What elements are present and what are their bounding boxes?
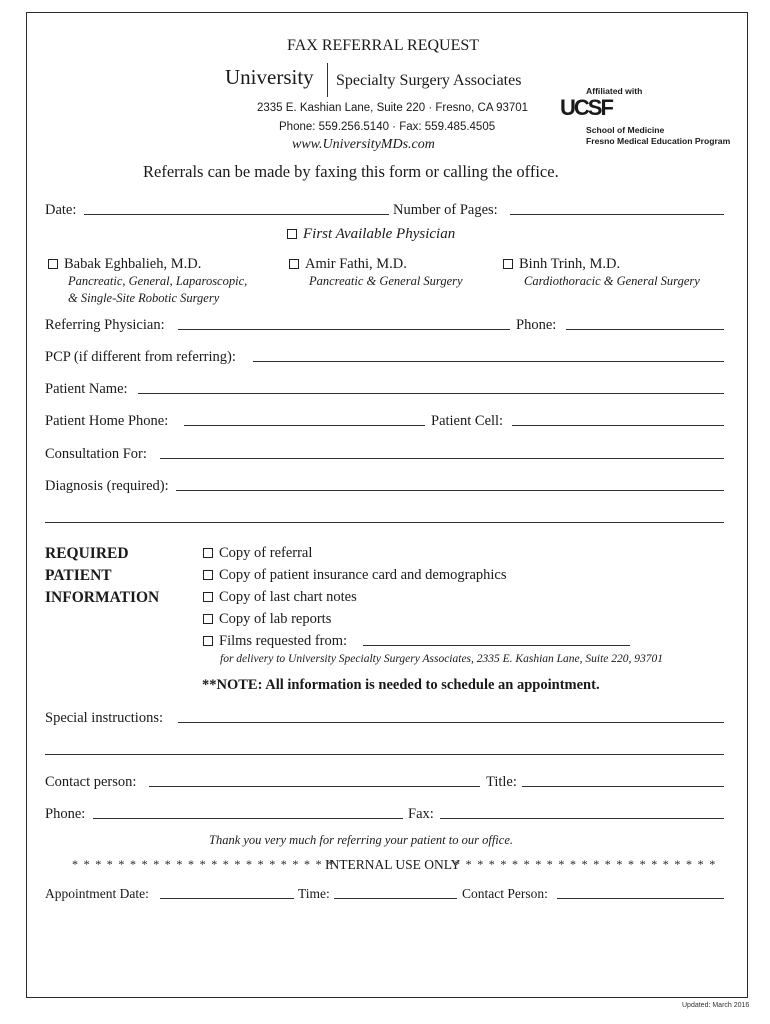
first-available-checkbox[interactable]	[287, 229, 297, 239]
required-note: **NOTE: All information is needed to schedule an appointment.	[202, 677, 600, 693]
doc3-specialty: Cardiothoracic & General Surgery	[524, 274, 700, 288]
contact-person-field[interactable]	[149, 786, 480, 787]
doc2-name: Amir Fathi, M.D.	[305, 256, 407, 272]
form-title: FAX REFERRAL REQUEST	[287, 37, 480, 54]
first-available-option[interactable]	[287, 226, 455, 243]
req-checkbox[interactable]	[203, 570, 213, 580]
internal-use-label: INTERNAL USE ONLY	[325, 857, 461, 872]
diagnosis-field[interactable]	[176, 490, 724, 491]
patient-cell-label: Patient Cell:	[431, 413, 504, 429]
pcp-label: PCP (if different from referring):	[45, 349, 236, 365]
affiliated-with-label: Affiliated with	[586, 86, 643, 96]
req-checkbox[interactable]	[203, 592, 213, 602]
logo-specialty-surgery: Specialty Surgery Associates	[336, 72, 522, 89]
req-item-insurance[interactable]	[203, 567, 507, 584]
req-checkbox[interactable]	[203, 636, 213, 646]
req-checkbox[interactable]	[203, 614, 213, 624]
doc1-option[interactable]	[48, 256, 201, 273]
referring-phone-label: Phone:	[516, 317, 557, 333]
num-pages-field[interactable]	[510, 214, 724, 215]
patient-home-phone-field[interactable]	[184, 425, 425, 426]
referring-physician-label: Referring Physician:	[45, 317, 165, 333]
doc2-checkbox[interactable]	[289, 259, 299, 269]
updated-date: Updated: March 2016	[682, 1002, 750, 1009]
doc1-specialty-1: Pancreatic, General, Laparoscopic,	[68, 274, 248, 288]
required-heading-3: INFORMATION	[45, 589, 160, 606]
stars-right: * * * * * * * * * * * * * * * * * * * * * * *	[454, 857, 717, 871]
appointment-contact-field[interactable]	[557, 898, 724, 899]
req-item-label: Copy of referral	[219, 545, 313, 561]
req-checkbox[interactable]	[203, 548, 213, 558]
referring-physician-field[interactable]	[178, 329, 510, 330]
contact-fax-field[interactable]	[440, 818, 724, 819]
num-pages-label: Number of Pages:	[393, 202, 498, 218]
patient-name-field[interactable]	[138, 393, 724, 394]
appointment-time-field[interactable]	[334, 898, 457, 899]
ucsf-school: School of Medicine	[586, 125, 665, 135]
ucsf-program: Fresno Medical Education Program	[586, 136, 731, 146]
office-phone-fax: Phone: 559.256.5140 · Fax: 559.485.4505	[279, 121, 496, 133]
date-label: Date:	[45, 202, 77, 218]
patient-home-phone-label: Patient Home Phone:	[45, 413, 169, 429]
special-instructions-label: Special instructions:	[45, 710, 163, 726]
contact-phone-field[interactable]	[93, 818, 403, 819]
form-border	[26, 12, 748, 998]
req-item-chart-notes[interactable]	[203, 589, 357, 606]
doc3-checkbox[interactable]	[503, 259, 513, 269]
logo-divider	[327, 63, 328, 97]
req-item-label: Copy of lab reports	[219, 611, 332, 627]
appointment-date-field[interactable]	[160, 898, 294, 899]
doc3-name: Binh Trinh, M.D.	[519, 256, 621, 272]
contact-fax-label: Fax:	[408, 806, 434, 822]
doc1-checkbox[interactable]	[48, 259, 58, 269]
consultation-field[interactable]	[160, 458, 724, 459]
doc2-option[interactable]	[289, 256, 407, 273]
doc1-specialty-2: & Single-Site Robotic Surgery	[68, 291, 220, 305]
req-item-referral[interactable]	[203, 545, 312, 562]
contact-phone-label: Phone:	[45, 806, 86, 822]
req-item-lab-reports[interactable]	[203, 611, 331, 628]
req-item-label: Films requested from:	[219, 633, 348, 649]
stars-left: * * * * * * * * * * * * * * * * * * * * * * *	[72, 857, 335, 871]
ucsf-logo: UCSF	[560, 95, 612, 120]
req-item-label: Copy of last chart notes	[219, 589, 357, 605]
diagnosis-label: Diagnosis (required):	[45, 478, 169, 494]
date-field[interactable]	[84, 214, 389, 215]
appointment-date-label: Appointment Date:	[45, 886, 149, 901]
tagline: Referrals can be made by faxing this form or calling the office.	[143, 162, 559, 181]
thank-you-note: Thank you very much for referring your patient to our office.	[209, 833, 513, 847]
pcp-field[interactable]	[253, 361, 724, 362]
required-heading-1: REQUIRED	[45, 545, 129, 562]
website: www.UniversityMDs.com	[292, 137, 435, 152]
special-instructions-field[interactable]	[178, 722, 724, 723]
contact-title-field[interactable]	[522, 786, 724, 787]
consultation-label: Consultation For:	[45, 446, 147, 462]
contact-person-label: Contact person:	[45, 774, 137, 790]
appointment-time-label: Time:	[298, 886, 330, 901]
first-available-label: First Available Physician	[303, 226, 456, 242]
special-instructions-field-line-2[interactable]	[45, 754, 724, 755]
referring-phone-field[interactable]	[566, 329, 724, 330]
delivery-note: for delivery to University Specialty Surgery Associates, 2335 E. Kashian Lane, Suite 220, 93701	[220, 653, 664, 665]
req-item-films[interactable]	[203, 633, 347, 650]
doc1-name: Babak Eghbalieh, M.D.	[64, 256, 202, 272]
req-item-label: Copy of patient insurance card and demographics	[219, 567, 507, 583]
films-requested-field[interactable]	[363, 645, 630, 646]
contact-title-label: Title:	[486, 774, 517, 790]
office-address: 2335 E. Kashian Lane, Suite 220 · Fresno, CA 93701	[257, 102, 529, 114]
patient-cell-field[interactable]	[512, 425, 724, 426]
required-heading-2: PATIENT	[45, 567, 112, 584]
appointment-contact-label: Contact Person:	[462, 886, 548, 901]
doc2-specialty: Pancreatic & General Surgery	[309, 274, 463, 288]
patient-name-label: Patient Name:	[45, 381, 128, 397]
diagnosis-field-line-2[interactable]	[45, 522, 724, 523]
doc3-option[interactable]	[503, 256, 620, 273]
logo-university: University	[225, 65, 314, 89]
